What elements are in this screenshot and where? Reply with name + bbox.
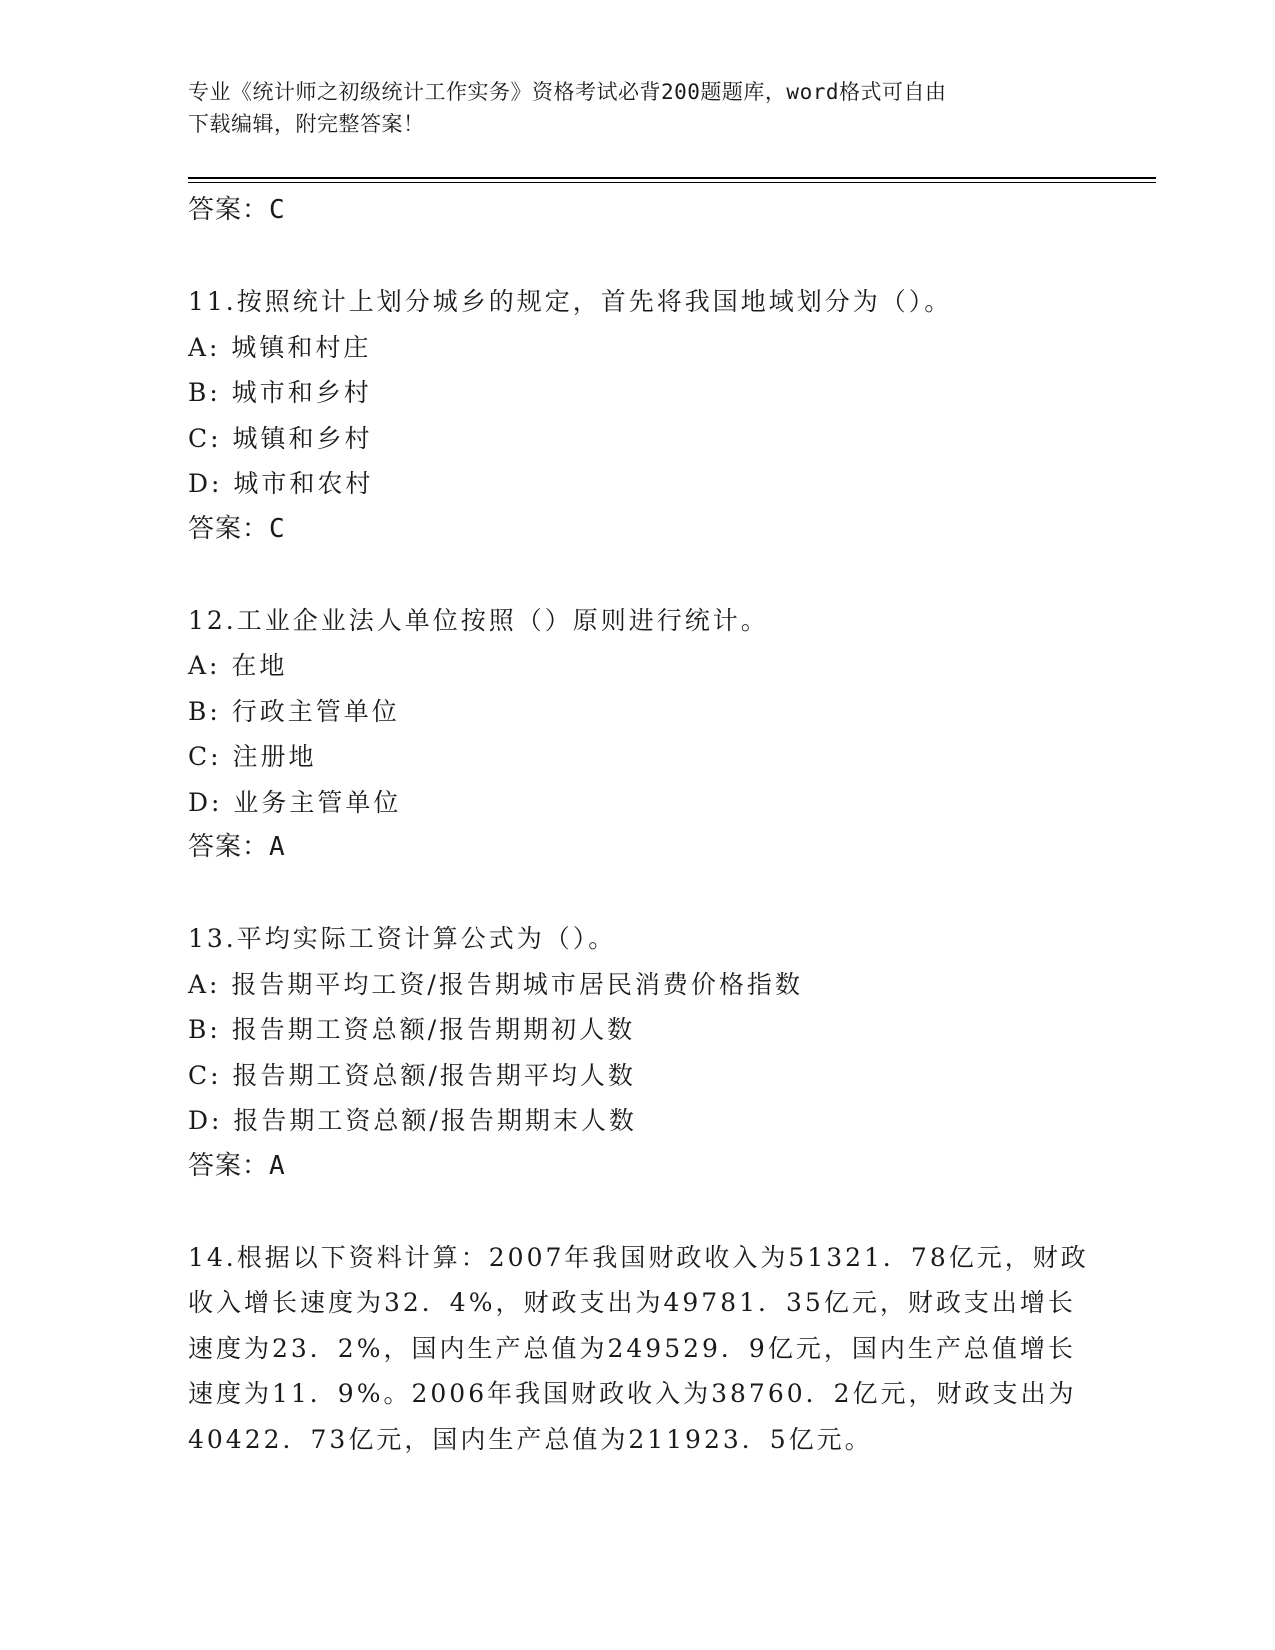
question-text-line: 速度为23．2%，国内生产总值为249529．9亿元，国内生产总值增长: [188, 1333, 1076, 1363]
answer: 答案：A: [188, 832, 286, 862]
question-14: [188, 1235, 1088, 1463]
question-11: [188, 279, 1088, 552]
question-13: [188, 916, 1088, 1189]
document-header: [188, 76, 1068, 140]
question-text: 13.平均实际工资计算公式为（）。: [188, 924, 617, 953]
option-b: B: 行政主管单位: [188, 696, 400, 726]
option-a: A: 城镇和村庄: [188, 332, 372, 362]
option-b: B: 城市和乡村: [188, 378, 372, 407]
question-text: 11.按照统计上划分城乡的规定，首先将我国地域划分为（）。: [188, 287, 953, 316]
header-divider-thick: [188, 177, 1156, 179]
answer: 答案：C: [188, 513, 286, 544]
spacer: [188, 234, 1088, 280]
option-c: C: 报告期工资总额/报告期平均人数: [188, 1060, 636, 1090]
option-a: A: 报告期平均工资/报告期城市居民消费价格指数: [188, 969, 803, 999]
option-d: D: 城市和农村: [188, 469, 374, 498]
question-text-line: 速度为11．9%。2006年我国财政收入为38760．2亿元，财政支出为: [188, 1379, 1077, 1408]
option-c: C: 注册地: [188, 742, 317, 771]
spacer: [188, 552, 1088, 598]
option-b: B: 报告期工资总额/报告期期初人数: [188, 1015, 636, 1044]
question-list: [188, 188, 1088, 1462]
option-c: C: 城镇和乡村: [188, 423, 373, 453]
option-d: D: 报告期工资总额/报告期期末人数: [188, 1106, 637, 1135]
question-text: 12.工业企业法人单位按照（）原则进行统计。: [188, 605, 769, 635]
header-line-2: 下载编辑，附完整答案！: [188, 112, 425, 136]
answer-q10: 答案：C: [188, 195, 286, 225]
header-divider-thin: [188, 182, 1156, 183]
spacer: [188, 1189, 1088, 1235]
option-a: A: 在地: [188, 651, 288, 680]
question-12: [188, 598, 1088, 871]
option-d: D: 业务主管单位: [188, 787, 402, 817]
spacer: [188, 871, 1088, 917]
question-text-line: 40422．73亿元，国内生产总值为211923．5亿元。: [188, 1424, 873, 1454]
header-line-1: 专业《统计师之初级统计工作实务》资格考试必背200题题库，word格式可自由: [188, 80, 947, 104]
answer: 答案：A: [188, 1150, 286, 1181]
question-text-line: 收入增长速度为32．4%，财政支出为49781．35亿元，财政支出增长: [188, 1288, 1076, 1317]
question-text-line: 14.根据以下资料计算：2007年我国财政收入为51321．78亿元，财政: [188, 1242, 1089, 1272]
